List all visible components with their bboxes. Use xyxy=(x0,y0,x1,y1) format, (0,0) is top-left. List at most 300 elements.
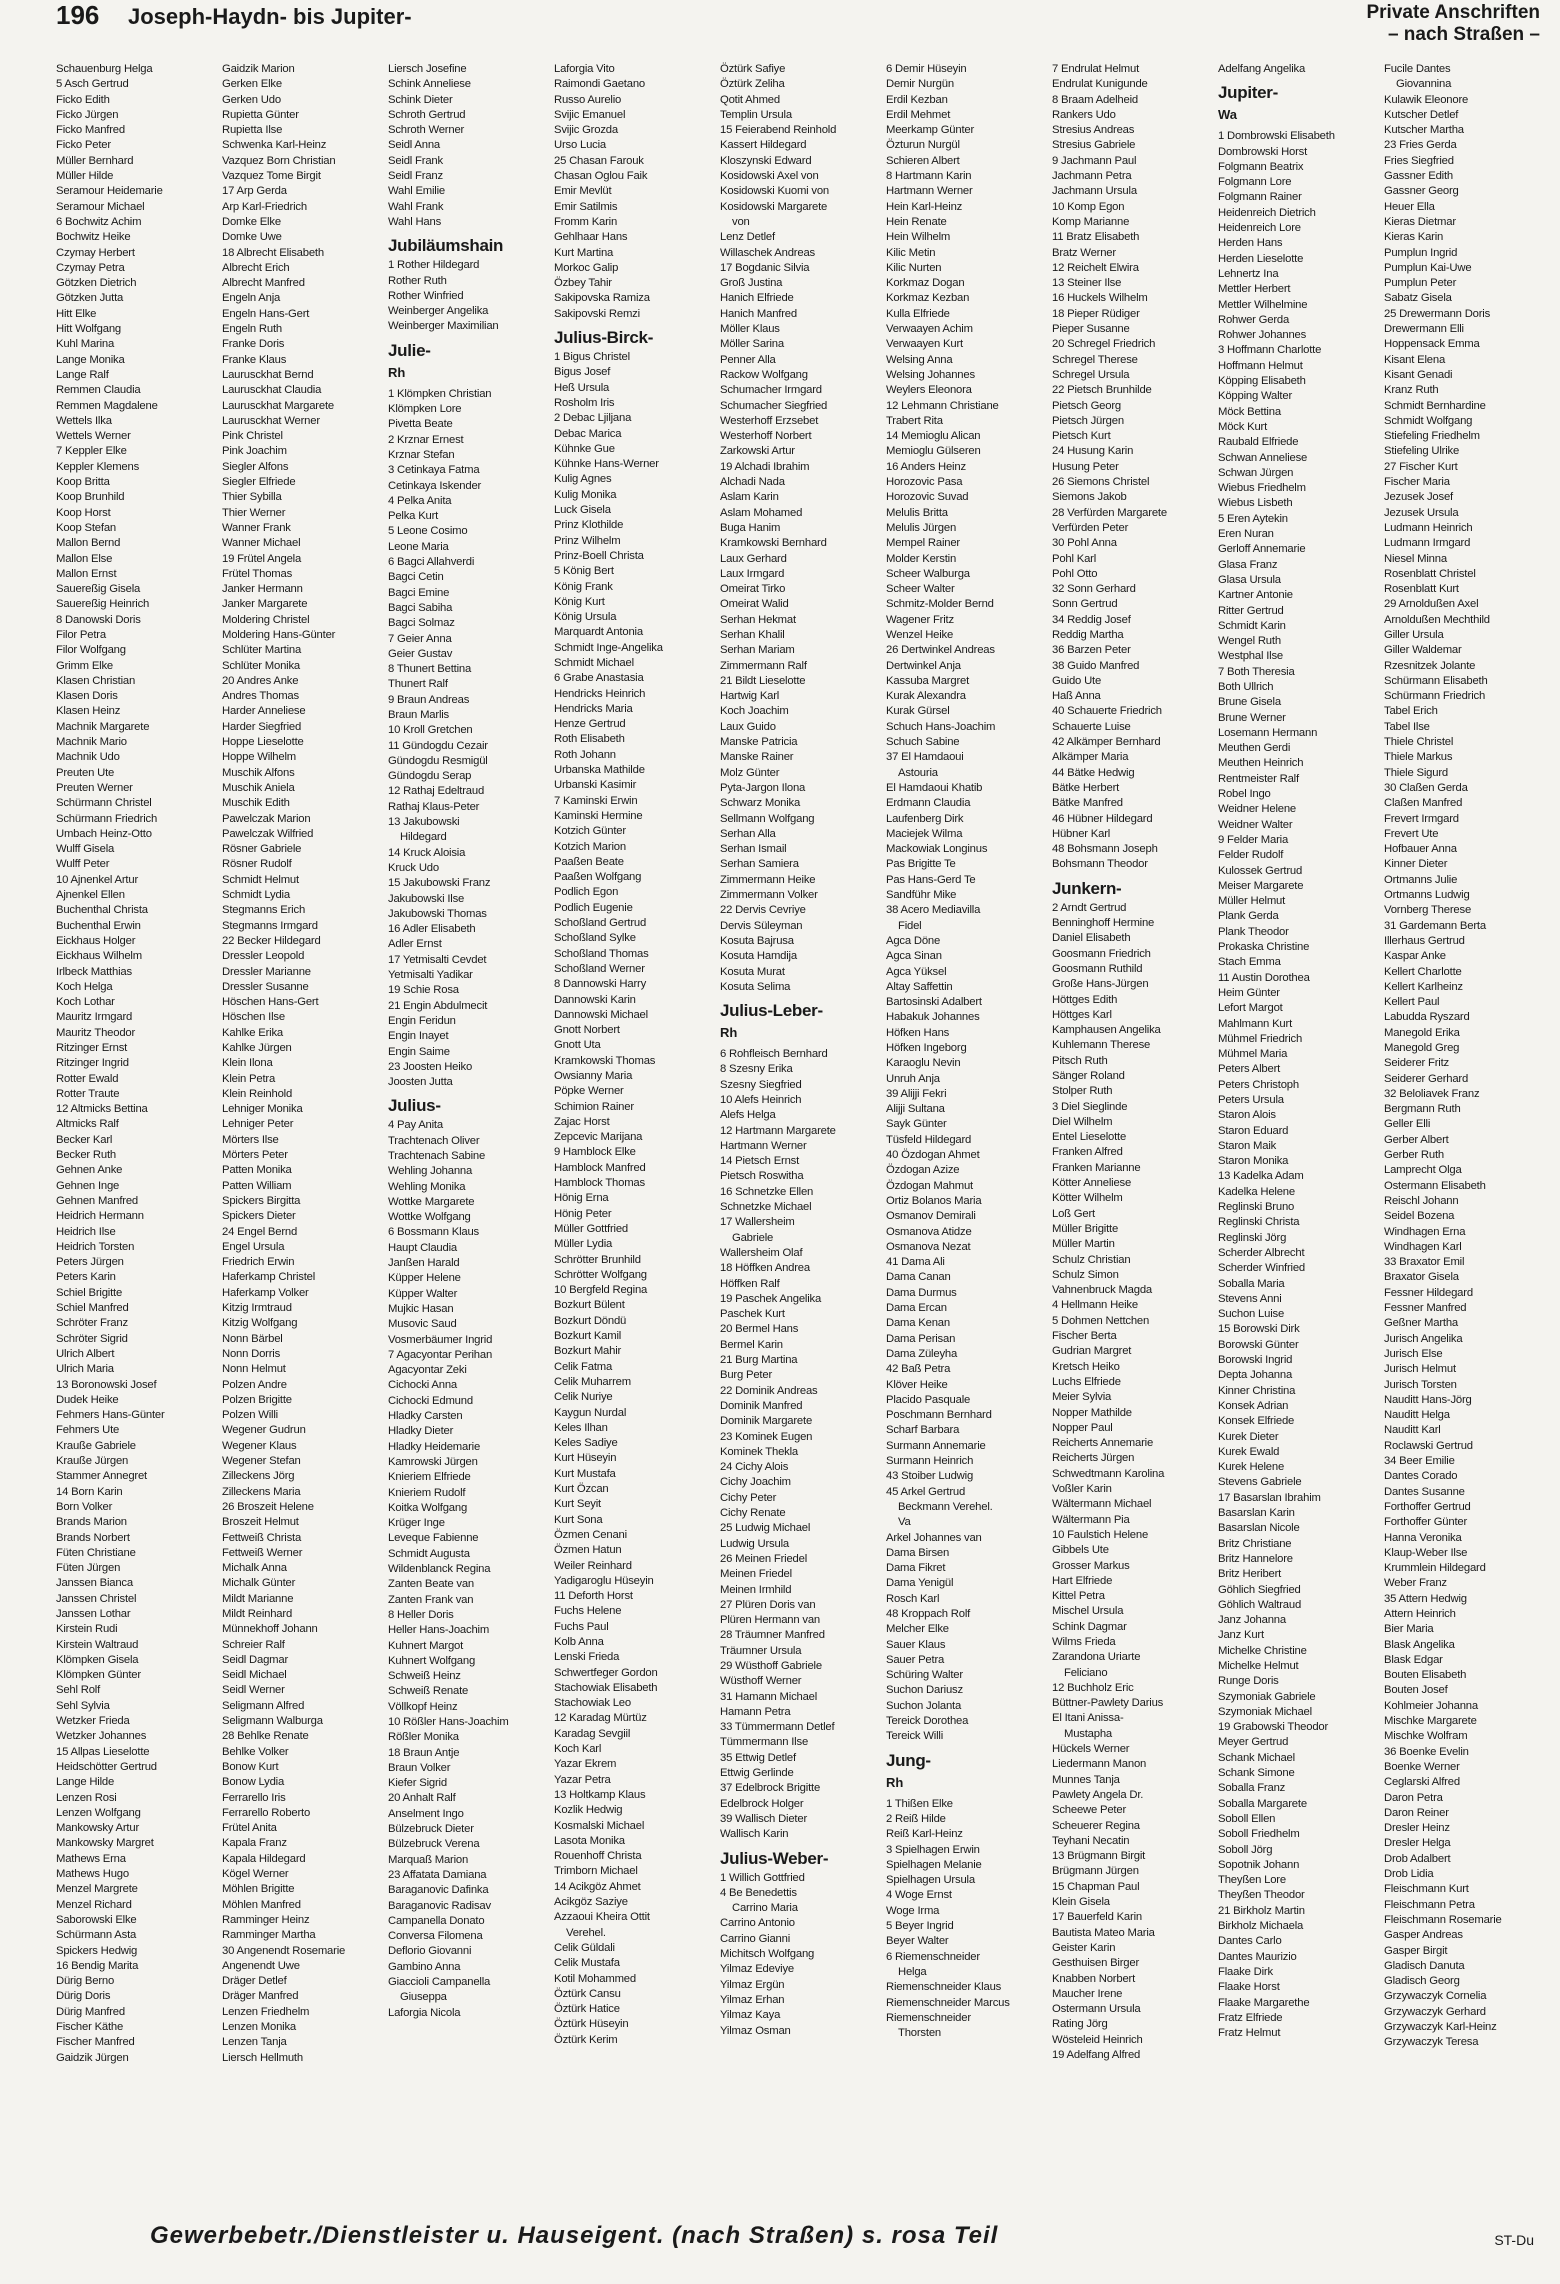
resident-entry: 10 Alefs Heinrich xyxy=(720,1094,802,1106)
resident-entry: Yilmaz Erhan xyxy=(720,1993,785,2006)
resident-entry: Ulrich Maria xyxy=(56,1363,114,1376)
resident-entry: Sänger Roland xyxy=(1052,1070,1125,1082)
resident-entry: Trachtenach Oliver xyxy=(388,1134,480,1147)
resident-entry: 20 Andres Anke xyxy=(222,674,299,687)
resident-entry: Windhagen Karl xyxy=(1384,1240,1462,1253)
resident-entry: Prinz Wilhelm xyxy=(554,534,621,547)
resident-entry: 16 Huckels Wilhelm xyxy=(1052,292,1148,305)
resident-entry: Giller Ursula xyxy=(1384,628,1444,641)
resident-entry: 9 Hamblock Elke xyxy=(554,1146,636,1159)
resident-entry: Bautista Mateo Maria xyxy=(1052,1926,1155,1939)
resident-entry: Franken Alfred xyxy=(1052,1146,1123,1159)
resident-entry: Schwan Anneliese xyxy=(1218,451,1308,464)
resident-entry: Gehlhaar Hans xyxy=(554,231,628,244)
resident-entry: Soboll Jörg xyxy=(1218,1843,1273,1856)
resident-entry: 13 Holtkamp Klaus xyxy=(554,1788,646,1801)
resident-entry: Unruh Anja xyxy=(886,1072,940,1085)
resident-entry: 3 Cetinkaya Fatma xyxy=(388,464,480,477)
resident-entry: Rankers Udo xyxy=(1052,108,1116,121)
resident-entry: Pietsch Jürgen xyxy=(1052,414,1124,427)
resident-entry: Fischer Käthe xyxy=(56,2021,124,2033)
resident-entry: Braun Marlis xyxy=(388,708,450,721)
resident-entry: Mischke Wolfram xyxy=(1384,1730,1468,1743)
resident-entry: Riemenschneider Marcus xyxy=(886,1996,1010,2009)
resident-entry: Lange Ralf xyxy=(56,368,109,381)
resident-entry: Daron Petra xyxy=(1384,1791,1443,1804)
resident-entry: 12 Rathaj Edeltraud xyxy=(388,785,485,798)
resident-entry: Sauereßig Gisela xyxy=(56,583,141,596)
resident-entry: Pivetta Beate xyxy=(388,418,453,431)
resident-entry: Pink Joachim xyxy=(222,445,287,458)
resident-entry: 26 Dertwinkel Andreas xyxy=(886,644,995,657)
resident-entry: Höfken Hans xyxy=(886,1026,950,1039)
resident-entry: Blask Angelika xyxy=(1384,1638,1455,1651)
resident-entry: Kinner Christina xyxy=(1218,1384,1296,1397)
resident-entry: Frütel Anita xyxy=(222,1822,277,1835)
resident-entry: Nopper Mathilde xyxy=(1052,1406,1132,1419)
resident-entry: Pas Brigitte Te xyxy=(886,858,956,871)
resident-entry: Losemann Hermann xyxy=(1218,726,1318,739)
resident-entry: Zajac Horst xyxy=(554,1115,610,1128)
resident-entry: Haferkamp Volker xyxy=(222,1286,309,1299)
resident-entry: 12 Altmicks Bettina xyxy=(56,1103,148,1116)
resident-entry: 10 Bergfeld Regina xyxy=(554,1284,648,1297)
resident-entry: Becker Ruth xyxy=(56,1149,116,1162)
resident-entry: Ficko Manfred xyxy=(56,124,125,137)
resident-entry: Fleischmann Rosemarie xyxy=(1384,1913,1502,1926)
resident-entry: Fehmers Ute xyxy=(56,1424,120,1437)
resident-entry: Bagci Emine xyxy=(388,586,450,599)
resident-entry: Birkholz Michaela xyxy=(1218,1920,1304,1933)
resident-entry: Heller Hans-Joachim xyxy=(388,1624,490,1637)
resident-entry: 16 Adler Elisabeth xyxy=(388,923,476,936)
resident-entry: Arnoldußen Mechthild xyxy=(1384,613,1490,626)
resident-entry: Nauditt Karl xyxy=(1384,1424,1441,1437)
resident-entry: Schwan Jürgen xyxy=(1218,466,1294,479)
resident-entry: Stevens Anni xyxy=(1218,1292,1282,1305)
resident-entry: Born Volker xyxy=(56,1500,113,1513)
resident-entry: Kellert Paul xyxy=(1384,996,1440,1009)
resident-entry: Spickers Hedwig xyxy=(56,1944,138,1957)
resident-entry: Sauer Petra xyxy=(886,1653,945,1666)
resident-entry: Giuseppa xyxy=(400,1991,447,2004)
resident-entry: 4 Hellmann Heike xyxy=(1052,1299,1138,1312)
resident-entry: Kominek Thekla xyxy=(720,1445,798,1458)
directory-column xyxy=(1218,62,1374,2192)
resident-entry: 4 Pay Anita xyxy=(388,1119,443,1132)
resident-entry: Agacyontar Zeki xyxy=(388,1364,467,1377)
resident-entry: Hückels Werner xyxy=(1052,1743,1130,1756)
resident-entry: Blask Edgar xyxy=(1384,1653,1443,1666)
resident-entry: Seiderer Fritz xyxy=(1384,1057,1449,1070)
resident-entry: 5 Dohmen Nettchen xyxy=(1052,1314,1150,1327)
resident-entry: Robel Ingo xyxy=(1218,788,1271,801)
resident-entry: Özdogan Azize xyxy=(886,1164,960,1177)
resident-entry: 8 Szesny Erika xyxy=(720,1063,793,1076)
resident-entry: Sauereßig Heinrich xyxy=(56,598,150,611)
resident-entry: Wüsthoff Werner xyxy=(720,1675,802,1688)
resident-entry: Höffken Ralf xyxy=(720,1277,780,1290)
resident-entry: Trimborn Michael xyxy=(554,1865,638,1878)
resident-entry: Dertwinkel Anja xyxy=(886,659,961,672)
resident-entry: Peters Ursula xyxy=(1218,1094,1284,1106)
resident-entry: Patten Monika xyxy=(222,1164,292,1177)
resident-entry: Borowski Günter xyxy=(1218,1338,1299,1351)
resident-entry: Suchon Jolanta xyxy=(886,1699,962,1712)
resident-entry: 34 Beer Emilie xyxy=(1384,1455,1455,1468)
resident-entry: Manske Patricia xyxy=(720,736,798,749)
resident-entry: 25 Ludwig Michael xyxy=(720,1522,811,1535)
resident-entry: Özmen Cenani xyxy=(554,1528,627,1541)
resident-entry: Schmidt Helmut xyxy=(222,873,299,886)
resident-entry: Azzaoui Kheira Ottit xyxy=(554,1911,650,1924)
resident-entry: Yilmaz Ergün xyxy=(720,1978,785,1991)
resident-entry: 39 Alijji Fekri xyxy=(886,1087,947,1100)
resident-entry: Joosten Jutta xyxy=(388,1076,453,1089)
resident-entry: Adler Ernst xyxy=(388,938,442,951)
resident-entry: Carrino Maria xyxy=(732,1902,798,1915)
resident-entry: Hanich Manfred xyxy=(720,307,797,320)
resident-entry: Burg Peter xyxy=(720,1369,773,1382)
resident-entry: Staron Alois xyxy=(1218,1109,1276,1122)
resident-entry: Mankowsky Artur xyxy=(56,1822,140,1835)
resident-entry: Machnik Udo xyxy=(56,751,120,764)
resident-entry: 29 Wüsthoff Gabriele xyxy=(720,1659,822,1672)
resident-entry: Franke Klaus xyxy=(222,353,287,366)
resident-entry: 12 Karadag Mürtüz xyxy=(554,1712,647,1725)
resident-entry: Ritzinger Ernst xyxy=(56,1042,128,1054)
resident-entry: Hönig Peter xyxy=(554,1207,612,1220)
resident-entry: Gerber Ruth xyxy=(1384,1149,1444,1162)
page-title: Joseph-Haydn- bis Jupiter- xyxy=(128,4,412,29)
resident-entry: Wanner Frank xyxy=(222,521,291,534)
resident-entry: Scheewe Peter xyxy=(1052,1804,1127,1817)
resident-entry: Kurt Özcan xyxy=(554,1483,609,1496)
resident-entry: Liedermann Manon xyxy=(1052,1758,1147,1771)
resident-entry: Heidrich Torsten xyxy=(56,1240,135,1253)
resident-entry: Celik Güldali xyxy=(554,1941,615,1954)
resident-entry: Drob Adalbert xyxy=(1384,1852,1451,1865)
resident-entry: Herden Lieselotte xyxy=(1218,252,1304,265)
resident-entry: Schroth Werner xyxy=(388,124,465,137)
resident-entry: Fuchs Helene xyxy=(554,1605,622,1618)
resident-entry: Reicherts Annemarie xyxy=(1052,1437,1154,1450)
resident-entry: Anselment Ingo xyxy=(388,1807,464,1820)
resident-entry: Bochwitz Heike xyxy=(56,231,131,244)
resident-entry: Schnetzke Michael xyxy=(720,1201,812,1214)
resident-entry: Schroth Gertrud xyxy=(388,108,466,121)
resident-entry: Liersch Hellmuth xyxy=(222,2051,303,2064)
resident-entry: Nonn Dorris xyxy=(222,1347,281,1360)
resident-entry: Podlich Eugenie xyxy=(554,901,633,914)
resident-entry: Lange Hilde xyxy=(56,1776,115,1789)
resident-entry: Göhlich Waltraud xyxy=(1218,1598,1302,1611)
resident-entry: Wältermann Michael xyxy=(1052,1498,1152,1511)
resident-entry: Dräger Manfred xyxy=(222,1990,299,2003)
resident-entry: Fischer Maria xyxy=(1384,476,1450,489)
resident-entry: Daron Reiner xyxy=(1384,1806,1449,1819)
resident-entry: 3 Spielhagen Erwin xyxy=(886,1843,980,1856)
resident-entry: Wulff Peter xyxy=(56,858,110,871)
resident-entry: Jakubowski Thomas xyxy=(388,907,487,920)
resident-entry: Dama Canan xyxy=(886,1271,951,1284)
resident-entry: Krauße Gabriele xyxy=(56,1439,136,1452)
resident-entry: Soboll Friedhelm xyxy=(1218,1828,1300,1841)
resident-entry: Mildt Marianne xyxy=(222,1592,294,1605)
resident-entry: Zanten Beate van xyxy=(388,1578,474,1591)
resident-entry: Koch Karl xyxy=(554,1743,602,1756)
resident-entry: 35 Ettwig Detlef xyxy=(720,1751,796,1764)
resident-entry: 48 Bohsmann Joseph xyxy=(1052,843,1158,856)
resident-entry: Kotil Mohammed xyxy=(554,1972,636,1985)
resident-entry: Kutscher Detlef xyxy=(1384,108,1459,121)
resident-entry: Meier Sylvia xyxy=(1052,1391,1112,1404)
resident-entry: 15 Jakubowski Franz xyxy=(388,877,491,890)
resident-entry: Sopotnik Johann xyxy=(1218,1858,1300,1871)
resident-entry: Gehnen Anke xyxy=(56,1164,123,1177)
resident-entry: Verwaayen Kurt xyxy=(886,338,963,351)
resident-entry: Kühnke Gue xyxy=(554,442,615,455)
district-code: Rh xyxy=(388,364,406,380)
resident-entry: Zarkowski Artur xyxy=(720,445,795,458)
resident-entry: 2 Reiß Hilde xyxy=(886,1812,946,1825)
resident-entry: Klömpken Lore xyxy=(388,403,462,416)
resident-entry: Sehl Rolf xyxy=(56,1684,101,1697)
resident-entry: 18 Braun Antje xyxy=(388,1746,460,1759)
resident-entry: Hönig Erna xyxy=(554,1192,609,1205)
resident-entry: Szesny Siegfried xyxy=(720,1078,802,1091)
resident-entry: 6 Bossmann Klaus xyxy=(388,1226,479,1239)
resident-entry: Moldering Christel xyxy=(222,613,310,626)
resident-entry: Mörters Peter xyxy=(222,1149,288,1162)
resident-entry: Schmidt Bernhardine xyxy=(1384,399,1486,412)
resident-entry: 46 Hübner Hildegard xyxy=(1052,812,1153,825)
resident-entry: 28 Verfürden Margarete xyxy=(1052,506,1167,519)
resident-entry: Meiser Margarete xyxy=(1218,879,1304,892)
resident-entry: 7 Geier Anna xyxy=(388,632,452,645)
resident-entry: Zimmermann Heike xyxy=(720,873,816,886)
resident-entry: 19 Grabowski Theodor xyxy=(1218,1721,1329,1734)
resident-entry: Sayk Günter xyxy=(886,1118,947,1131)
resident-entry: Manske Rainer xyxy=(720,751,794,764)
resident-entry: 24 Husung Karin xyxy=(1052,445,1134,458)
resident-entry: Pietsch Roswitha xyxy=(720,1170,804,1183)
resident-entry: Scheer Walter xyxy=(886,583,955,596)
resident-entry: Melulis Britta xyxy=(886,506,948,519)
resident-entry: Klasen Christian xyxy=(56,674,136,687)
resident-entry: Wilms Frieda xyxy=(1052,1635,1116,1648)
resident-entry: Seidl Dagmar xyxy=(222,1653,289,1666)
resident-entry: Vornberg Therese xyxy=(1384,904,1472,917)
resident-entry: 23 Joosten Heiko xyxy=(388,1060,473,1073)
resident-entry: Alchadi Nada xyxy=(720,476,785,489)
resident-entry: Kulig Agnes xyxy=(554,473,612,486)
resident-entry: Flaake Margarethe xyxy=(1218,1996,1310,2009)
resident-entry: Leveque Fabienne xyxy=(388,1532,479,1545)
resident-entry: 6 Riemenschneider xyxy=(886,1950,980,1963)
resident-entry: 26 Broszeit Helene xyxy=(222,1500,314,1513)
resident-entry: Fessner Manfred xyxy=(1384,1302,1467,1315)
resident-entry: Kramkowski Thomas xyxy=(554,1054,656,1067)
resident-entry: Kurak Alexandra xyxy=(886,690,966,703)
resident-entry: Dürig Doris xyxy=(56,1990,111,2003)
resident-entry: Engel Ursula xyxy=(222,1240,285,1253)
resident-entry: Kosuta Selima xyxy=(720,980,791,993)
resident-entry: Janker Hermann xyxy=(222,583,303,596)
resident-entry: Öztürk Zeliha xyxy=(720,78,785,91)
resident-entry: Schwedtmann Karolina xyxy=(1052,1467,1165,1480)
resident-entry: Jurisch Else xyxy=(1384,1347,1443,1360)
resident-entry: El Itani Anissa- xyxy=(1052,1712,1124,1725)
resident-entry: 12 Hartmann Margarete xyxy=(720,1124,836,1137)
resident-entry: Alefs Helga xyxy=(720,1109,776,1122)
resident-entry: Alkämper Maria xyxy=(1052,751,1129,764)
resident-entry: 3 Hoffmann Charlotte xyxy=(1218,344,1322,357)
resident-entry: Schregel Ursula xyxy=(1052,368,1130,381)
resident-entry: Frevert Ute xyxy=(1384,827,1439,840)
resident-entry: Koch Helga xyxy=(56,980,113,993)
resident-entry: Wegener Klaus xyxy=(222,1439,297,1452)
resident-entry: Kulawik Eleonore xyxy=(1384,93,1469,106)
resident-entry: Agca Yüksel xyxy=(886,965,947,978)
street-heading: Julius-Birck- xyxy=(554,328,654,348)
resident-entry: Thier Werner xyxy=(222,506,286,519)
resident-entry: Kosmalski Michael xyxy=(554,1819,645,1832)
resident-entry: Schmidt Michael xyxy=(554,656,634,669)
resident-entry: Wahl Hans xyxy=(388,215,442,228)
resident-entry: 5 Leone Cosimo xyxy=(388,525,468,538)
resident-entry: Schulz Simon xyxy=(1052,1268,1119,1281)
resident-entry: Engeln Hans-Gert xyxy=(222,307,310,320)
resident-entry: Fettweiß Werner xyxy=(222,1546,303,1559)
resident-entry: Lehniger Peter xyxy=(222,1118,294,1131)
resident-entry: Ferrarello Roberto xyxy=(222,1806,311,1819)
resident-entry: Scherder Albrecht xyxy=(1218,1246,1305,1259)
resident-entry: 8 Thunert Bettina xyxy=(388,663,472,676)
resident-entry: Lehnertz Ina xyxy=(1218,267,1279,280)
resident-entry: Grosser Markus xyxy=(1052,1559,1130,1572)
resident-entry: Heidenreich Dietrich xyxy=(1218,206,1316,219)
resident-entry: Wösteleid Heinrich xyxy=(1052,2033,1143,2046)
resident-entry: Stachowiak Elisabeth xyxy=(554,1681,658,1694)
resident-entry: Geßner Martha xyxy=(1384,1317,1458,1330)
resident-entry: Verfürden Peter xyxy=(1052,521,1129,534)
resident-entry: Angenendt Uwe xyxy=(222,1959,300,1972)
resident-entry: Dama Yenigül xyxy=(886,1577,954,1590)
resident-entry: Stevens Gabriele xyxy=(1218,1476,1302,1489)
resident-entry: Füten Jürgen xyxy=(56,1562,121,1575)
resident-entry: Laurusckhat Werner xyxy=(222,414,320,427)
resident-entry: Dantes Susanne xyxy=(1384,1485,1465,1498)
resident-entry: Manegold Greg xyxy=(1384,1042,1460,1054)
resident-entry: Serhan Samiera xyxy=(720,858,799,871)
resident-entry: 33 Braxator Emil xyxy=(1384,1256,1465,1269)
resident-entry: Zepcevic Marijana xyxy=(554,1131,643,1144)
resident-entry: Cichocki Edmund xyxy=(388,1394,473,1407)
resident-entry: Knabben Norbert xyxy=(1052,1972,1136,1985)
resident-entry: Peters Jürgen xyxy=(56,1256,124,1269)
resident-entry: Laufenberg Dirk xyxy=(886,812,964,825)
resident-entry: Vahnenbruck Magda xyxy=(1052,1284,1153,1297)
resident-entry: 15 Allpas Lieselotte xyxy=(56,1745,150,1758)
resident-entry: Konsek Adrian xyxy=(1218,1399,1289,1412)
resident-entry: Polzen Brigitte xyxy=(222,1393,292,1406)
resident-entry: Schimion Rainer xyxy=(554,1100,634,1113)
resident-entry: Omeirat Walid xyxy=(720,598,789,611)
resident-entry: 13 Brügmann Birgit xyxy=(1052,1850,1146,1863)
resident-entry: Menzel Margrete xyxy=(56,1883,138,1896)
resident-entry: 28 Träumner Manfred xyxy=(720,1629,825,1642)
resident-entry: 25 Chasan Farouk xyxy=(554,154,644,167)
resident-entry: Depta Johanna xyxy=(1218,1369,1293,1382)
resident-entry: Heuer Ella xyxy=(1384,200,1435,213)
page-number: 196 xyxy=(56,0,100,30)
resident-entry: Lenzen Wolfgang xyxy=(56,1806,141,1819)
resident-entry: Karaoglu Nevin xyxy=(886,1057,961,1070)
resident-entry: Jachmann Ursula xyxy=(1052,185,1137,198)
resident-entry: Kilic Nurten xyxy=(886,261,942,274)
resident-entry: Yilmaz Edeviye xyxy=(720,1963,795,1976)
resident-entry: Stach Emma xyxy=(1218,956,1281,969)
resident-entry: Gambino Anna xyxy=(388,1960,461,1973)
resident-entry: Grzywaczyk Teresa xyxy=(1384,2036,1479,2049)
resident-entry: 19 Adelfang Alfred xyxy=(1052,2049,1141,2061)
district-code: Rh xyxy=(720,1025,738,1041)
resident-entry: Bagci Sabiha xyxy=(388,601,453,614)
resident-entry: Mathews Erna xyxy=(56,1852,126,1865)
resident-entry: Kieras Karin xyxy=(1384,231,1444,244)
resident-entry: Roclawski Gertrud xyxy=(1384,1439,1473,1452)
resident-entry: 6 Demir Hüseyin xyxy=(886,63,967,75)
resident-entry: Wengel Ruth xyxy=(1218,635,1281,648)
resident-entry: Fischer Manfred xyxy=(56,2036,135,2049)
resident-entry: Giovannina xyxy=(1396,78,1452,91)
resident-entry: Schürmann Friedrich xyxy=(1384,690,1486,703)
resident-entry: Gibbels Ute xyxy=(1052,1544,1109,1557)
resident-entry: Gaidzik Jürgen xyxy=(56,2051,129,2064)
street-heading: Jung- xyxy=(886,1750,931,1770)
resident-entry: Hein Renate xyxy=(886,215,947,228)
resident-entry: Kellert Charlotte xyxy=(1384,965,1462,978)
resident-entry: Seidl Frank xyxy=(388,154,443,167)
resident-entry: Lasota Monika xyxy=(554,1834,625,1847)
resident-entry: Schlüter Monika xyxy=(222,659,300,672)
resident-entry: Thunert Ralf xyxy=(388,678,448,691)
resident-entry: Bagci Solmaz xyxy=(388,617,455,630)
resident-entry: Soballa Margarete xyxy=(1218,1797,1307,1810)
resident-entry: Wegener Stefan xyxy=(222,1455,301,1468)
resident-entry: Vazquez Born Christian xyxy=(222,154,336,167)
resident-entry: Kramkowski Bernhard xyxy=(720,537,827,550)
resident-entry: Rosch Karl xyxy=(886,1592,940,1605)
resident-entry: Weylers Eleonora xyxy=(886,384,972,397)
resident-entry: Kitzig Wolfgang xyxy=(222,1317,298,1330)
resident-entry: Laforgia Vito xyxy=(554,63,615,75)
resident-entry: Ficko Edith xyxy=(56,93,110,106)
resident-entry: Celik Muharrem xyxy=(554,1375,631,1388)
resident-entry: Ortmanns Julie xyxy=(1384,873,1458,886)
resident-entry: Hein Karl-Heinz xyxy=(886,200,963,213)
resident-entry: Pawelczak Marion xyxy=(222,812,311,825)
resident-entry: Dürig Berno xyxy=(56,1975,115,1988)
resident-entry: Gassner Edith xyxy=(1384,170,1453,183)
resident-entry: Plüren Hermann van xyxy=(720,1614,821,1627)
resident-entry: Stiefeling Friedhelm xyxy=(1384,430,1480,443)
resident-entry: Büttner-Pawlety Darius xyxy=(1052,1697,1164,1710)
resident-entry: Kirstein Waltraud xyxy=(56,1638,139,1651)
resident-entry: Gladisch Danuta xyxy=(1384,1959,1465,1972)
resident-entry: 34 Reddig Josef xyxy=(1052,613,1131,626)
